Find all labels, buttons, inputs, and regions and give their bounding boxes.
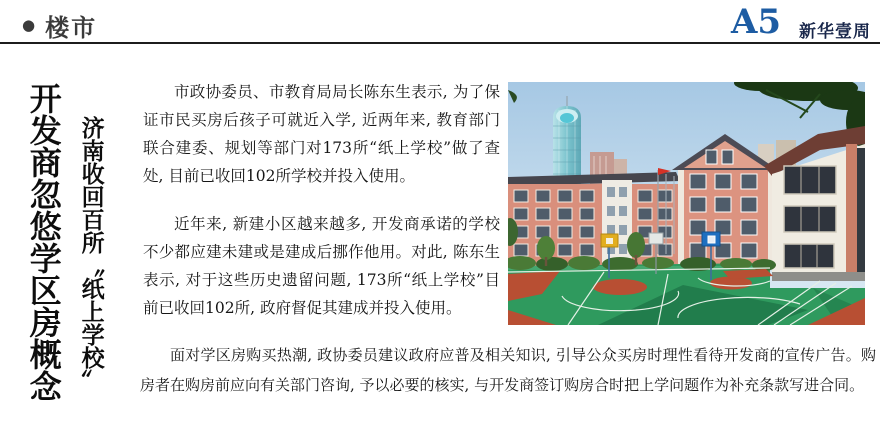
masthead-title: 新华壹周 [799, 22, 871, 42]
bullet-icon: ● [22, 16, 38, 34]
article-column [143, 78, 500, 342]
section-title: 楼市 [45, 13, 98, 42]
skyscraper [553, 96, 581, 186]
paragraph-1: 市政协委员、市教育局局长陈东生表示, 为了保证市民买房后孩子可就近入学, 近两年来, 教育部门联合建委、规划等部门对173所“纸上学校”做了查处, 目前已收回102所学校并投入使用。 [143, 83, 500, 185]
page-number: A5 [731, 2, 782, 42]
paragraph-2: 近年来, 新建小区越来越多, 开发商承诺的学校不少都应建未建或是建成后挪作他用。对此, 陈东生表示, 对于这些历史遗留问题, 173所“纸上学校”目前已收回102所, 政府督促其建成并投入使用。 [143, 215, 500, 317]
headline-main: 开发商忽悠学区房概念 [24, 82, 63, 402]
header-rule [0, 42, 880, 44]
headline-sub: 济南收回百所〝纸上学校〟 [77, 116, 105, 392]
section-label [22, 8, 97, 43]
school-photo [508, 82, 865, 325]
paragraph-3: 面对学区房购买热潮, 政协委员建议政府应普及相关知识, 引导公众买房时理性看待开发商的宣传广告。购房者在购房前应向有关部门咨询, 予以必要的核实, 与开发商签订购房合时把上学问题作为补充条款写进合同。 [140, 346, 876, 394]
